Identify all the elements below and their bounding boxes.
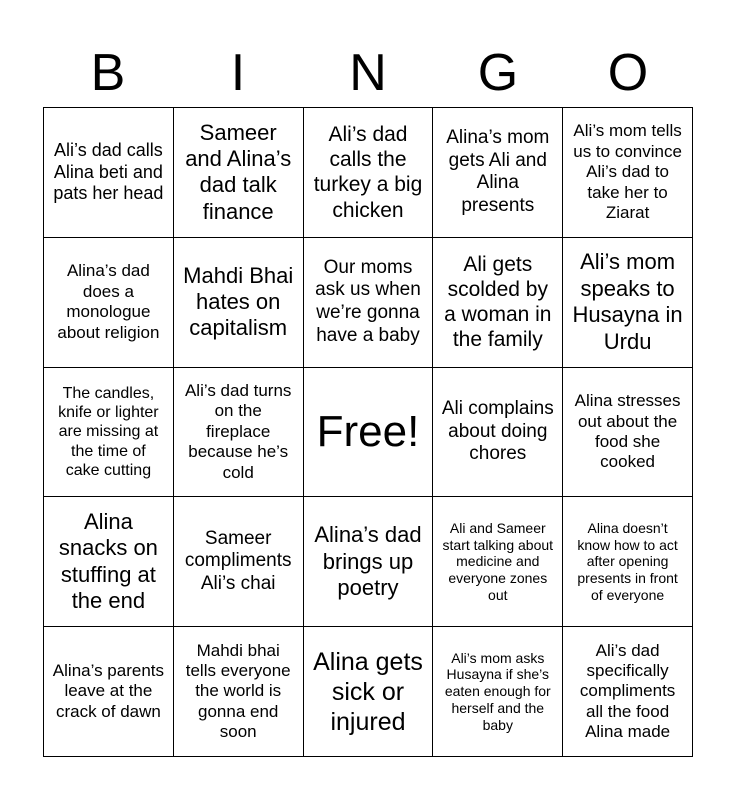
header-letter-n: N [349,44,387,102]
bingo-cell-r2-c2[interactable] [174,238,304,368]
header-letter-i: I [230,44,246,102]
bingo-cell-r3-c5[interactable] [563,368,693,498]
cell-text: Alina’s parents leave at the crack of dawn [52,661,164,721]
cell-text: Mahdi Bhai hates on capitalism [183,262,294,341]
bingo-cell-r1-c3[interactable] [304,108,434,238]
bingo-cell-r2-c4[interactable] [433,238,563,368]
header-letter-g: G [477,44,519,102]
bingo-cell-r4-c3[interactable] [304,497,434,627]
header-letter-b: B [90,44,126,102]
cell-text: Alina’s dad brings up poetry [314,522,422,600]
cell-text: Alina snacks on stuffing at the end [58,509,158,614]
bingo-cell-r5-c1[interactable] [44,627,174,757]
bingo-cell-r5-c5[interactable] [563,627,693,757]
bingo-board [43,107,693,757]
bingo-cell-r4-c5[interactable] [563,497,693,627]
bingo-cell-r4-c2[interactable] [174,497,304,627]
bingo-cell-r4-c1[interactable] [44,497,174,627]
cell-text: Alina’s dad does a monologue about religion [57,261,160,342]
cell-text: Alina gets sick or injured [313,647,423,736]
bingo-cell-r1-c2[interactable] [174,108,304,238]
cell-text: Ali’s dad calls the turkey a big chicken [313,123,423,222]
cell-text: Ali’s dad calls Alina beti and pats her head [53,140,164,204]
bingo-cell-r2-c1[interactable] [44,238,174,368]
bingo-cell-r1-c5[interactable] [563,108,693,238]
cell-text: Ali’s dad specifically compliments all the food Alina made [579,640,676,742]
bingo-cell-r3-c2[interactable] [174,368,304,498]
bingo-cell-r1-c4[interactable] [433,108,563,238]
bingo-cell-r3-c4[interactable] [433,368,563,498]
cell-text: Sameer compliments Ali’s chai [184,527,292,595]
bingo-cell-r5-c4[interactable] [433,627,563,757]
cell-text: Ali’s mom speaks to Husayna in Urdu [572,249,683,354]
free-space-text: Free! [316,406,420,456]
header-letter-o: O [607,44,649,102]
cell-text: Sameer and Alina’s dad talk finance [185,119,292,224]
bingo-cell-r4-c4[interactable] [433,497,563,627]
bingo-cell-free[interactable] [304,368,434,498]
bingo-cell-r5-c3[interactable] [304,627,434,757]
cell-text: Ali’s mom tells us to convince Ali’s dad to take her to Ziarat [573,121,682,222]
cell-text: Ali and Sameer start talking about medicine and everyone zones out [442,519,554,603]
cell-text: Alina doesn’t know how to act after opening presents in front of everyone [577,519,678,603]
cell-text: Mahdi bhai tells everyone the world is gonna end soon [185,640,291,742]
bingo-cell-r3-c1[interactable] [44,368,174,498]
bingo-cell-r5-c2[interactable] [174,627,304,757]
cell-text: Ali’s dad turns on the fireplace because he’s cold [184,381,292,482]
cell-text: Our moms ask us when we’re gonna have a baby [315,256,421,346]
bingo-header [43,40,693,106]
cell-text: Ali complains about doing chores [441,397,554,465]
bingo-cell-r1-c1[interactable] [44,108,174,238]
bingo-cell-r2-c3[interactable] [304,238,434,368]
cell-text: Ali gets scolded by a woman in the family [444,252,552,352]
cell-text: Ali’s mom asks Husayna if she’s eaten enough for herself and the baby [444,649,551,733]
bingo-cell-r2-c5[interactable] [563,238,693,368]
cell-text: Alina stresses out about the food she cooked [574,391,681,472]
cell-text: The candles, knife or lighter are missing at the time of cake cutting [58,385,159,479]
cell-text: Alina’s mom gets Ali and Alina presents [446,126,550,217]
